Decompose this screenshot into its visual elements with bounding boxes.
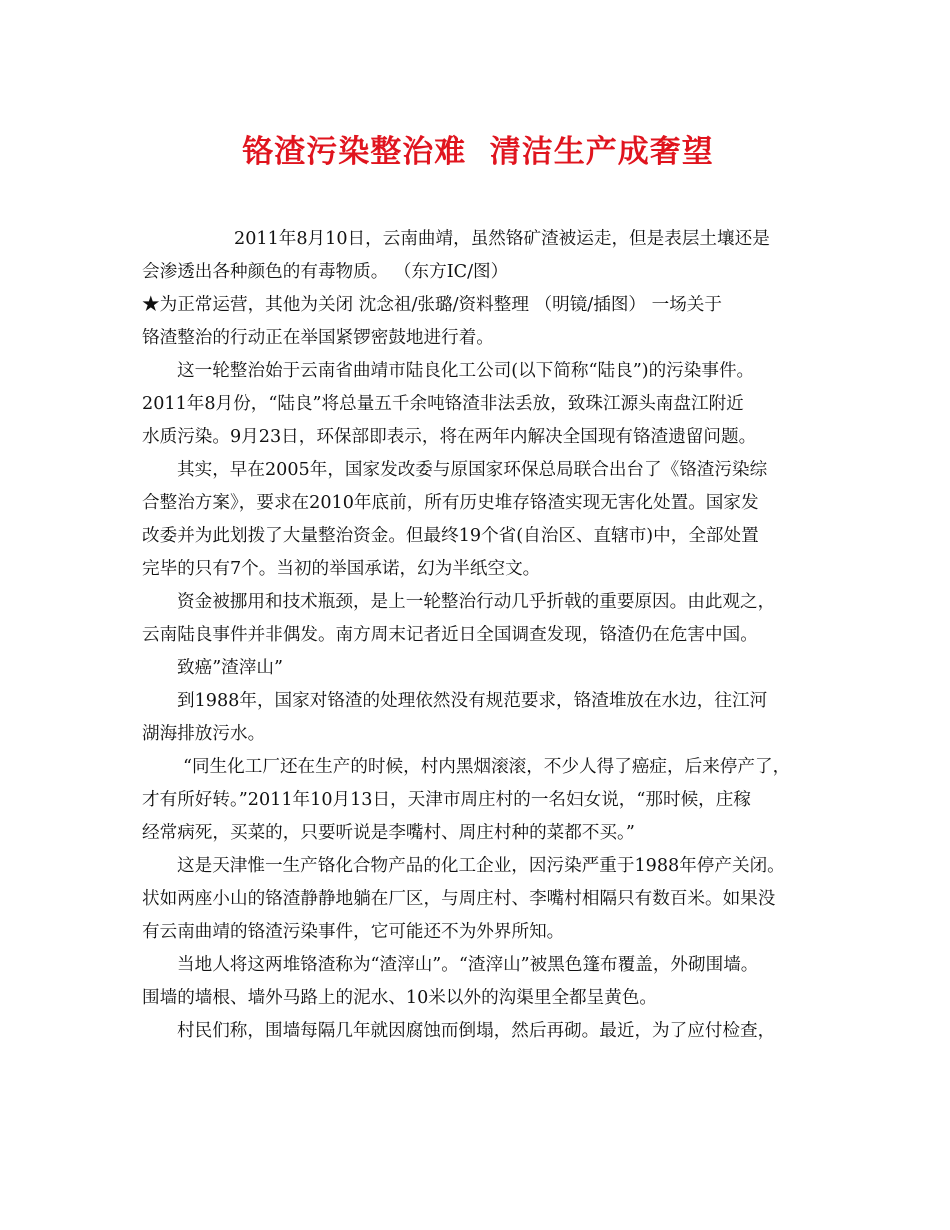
document-page xyxy=(142,126,814,1048)
text-line: 围墙的墙根、墙外马路上的泥水、10米以外的沟渠里全都呈黄色。 xyxy=(142,988,658,1008)
text-line: 会渗透出各种颜色的有毒物质。 （东方IC/图） xyxy=(142,262,509,282)
text-line: 2011年8月份，“陆良”将总量五千余吨铬渣非法丢放，致珠江源头南盘江附近 xyxy=(142,394,744,414)
text-line: 云南陆良事件并非偶发。南方周末记者近日全国调查发现，铬渣仍在危害中国。 xyxy=(142,625,758,645)
text-line: 这是天津惟一生产铬化合物产品的化工企业，因污染严重于1988年停产关闭。 xyxy=(177,856,785,876)
text-line: 资金被挪用和技术瓶颈，是上一轮整治行动几乎折戟的重要原因。由此观之， xyxy=(177,592,776,612)
article-title: 铬渣污染整治难 清洁生产成奢望 xyxy=(242,134,714,170)
text-line: 2011年8月10日，云南曲靖，虽然铬矿渣被运走，但是表层土壤还是 xyxy=(234,229,770,249)
text-line: ★为正常运营，其他为关闭 沈念祖/张璐/资料整理 （明镜/插图） 一场关于 xyxy=(142,295,722,315)
text-line: 状如两座小山的铬渣静静地躺在厂区，与周庄村、李嘴村相隔只有数百米。如果没 xyxy=(142,889,776,909)
text-line: 有云南曲靖的铬渣污染事件，它可能还不为外界所知。 xyxy=(142,922,565,942)
text-line: 到1988年，国家对铬渣的处理依然没有规范要求，铬渣堆放在水边，往江河 xyxy=(177,691,768,711)
text-line: 经常病死，买菜的，只要听说是李嘴村、周庄村种的菜都不买。” xyxy=(142,823,635,843)
text-line: 合整治方案》，要求在2010年底前，所有历史堆存铬渣实现无害化处置。国家发 xyxy=(142,493,759,513)
text-line: 湖海排放污水。 xyxy=(142,724,266,744)
text-line: 铬渣整治的行动正在举国紧锣密鼓地进行着。 xyxy=(142,328,494,348)
text-line: 这一轮整治始于云南省曲靖市陆良化工公司(以下简称“陆良”)的污染事件。 xyxy=(177,361,755,381)
text-line: 完毕的只有7个。当初的举国承诺，幻为半纸空文。 xyxy=(142,559,541,579)
text-line: 水质污染。9月23日，环保部即表示，将在两年内解决全国现有铬渣遗留问题。 xyxy=(142,427,757,447)
article-body xyxy=(142,223,814,1048)
text-line: 其实，早在2005年，国家发改委与原国家环保总局联合出台了《铬渣污染综 xyxy=(177,460,768,480)
text-line: 才有所好转。”2011年10月13日，天津市周庄村的一名妇女说，“那时候，庄稼 xyxy=(142,790,751,810)
text-line: 村民们称，围墙每隔几年就因腐蚀而倒塌，然后再砌。最近，为了应付检查， xyxy=(177,1021,776,1041)
text-line: 致癌”渣滓山” xyxy=(177,658,283,678)
text-line: 改委并为此划拨了大量整治资金。但最终19个省(自治区、直辖市)中，全部处置 xyxy=(142,526,759,546)
text-line: 当地人将这两堆铬渣称为“渣滓山”。“渣滓山”被黑色篷布覆盖，外砌围墙。 xyxy=(177,955,759,975)
text-line: “同生化工厂还在生产的时候，村内黑烟滚滚，不少人得了癌症，后来停产了， xyxy=(183,757,791,777)
